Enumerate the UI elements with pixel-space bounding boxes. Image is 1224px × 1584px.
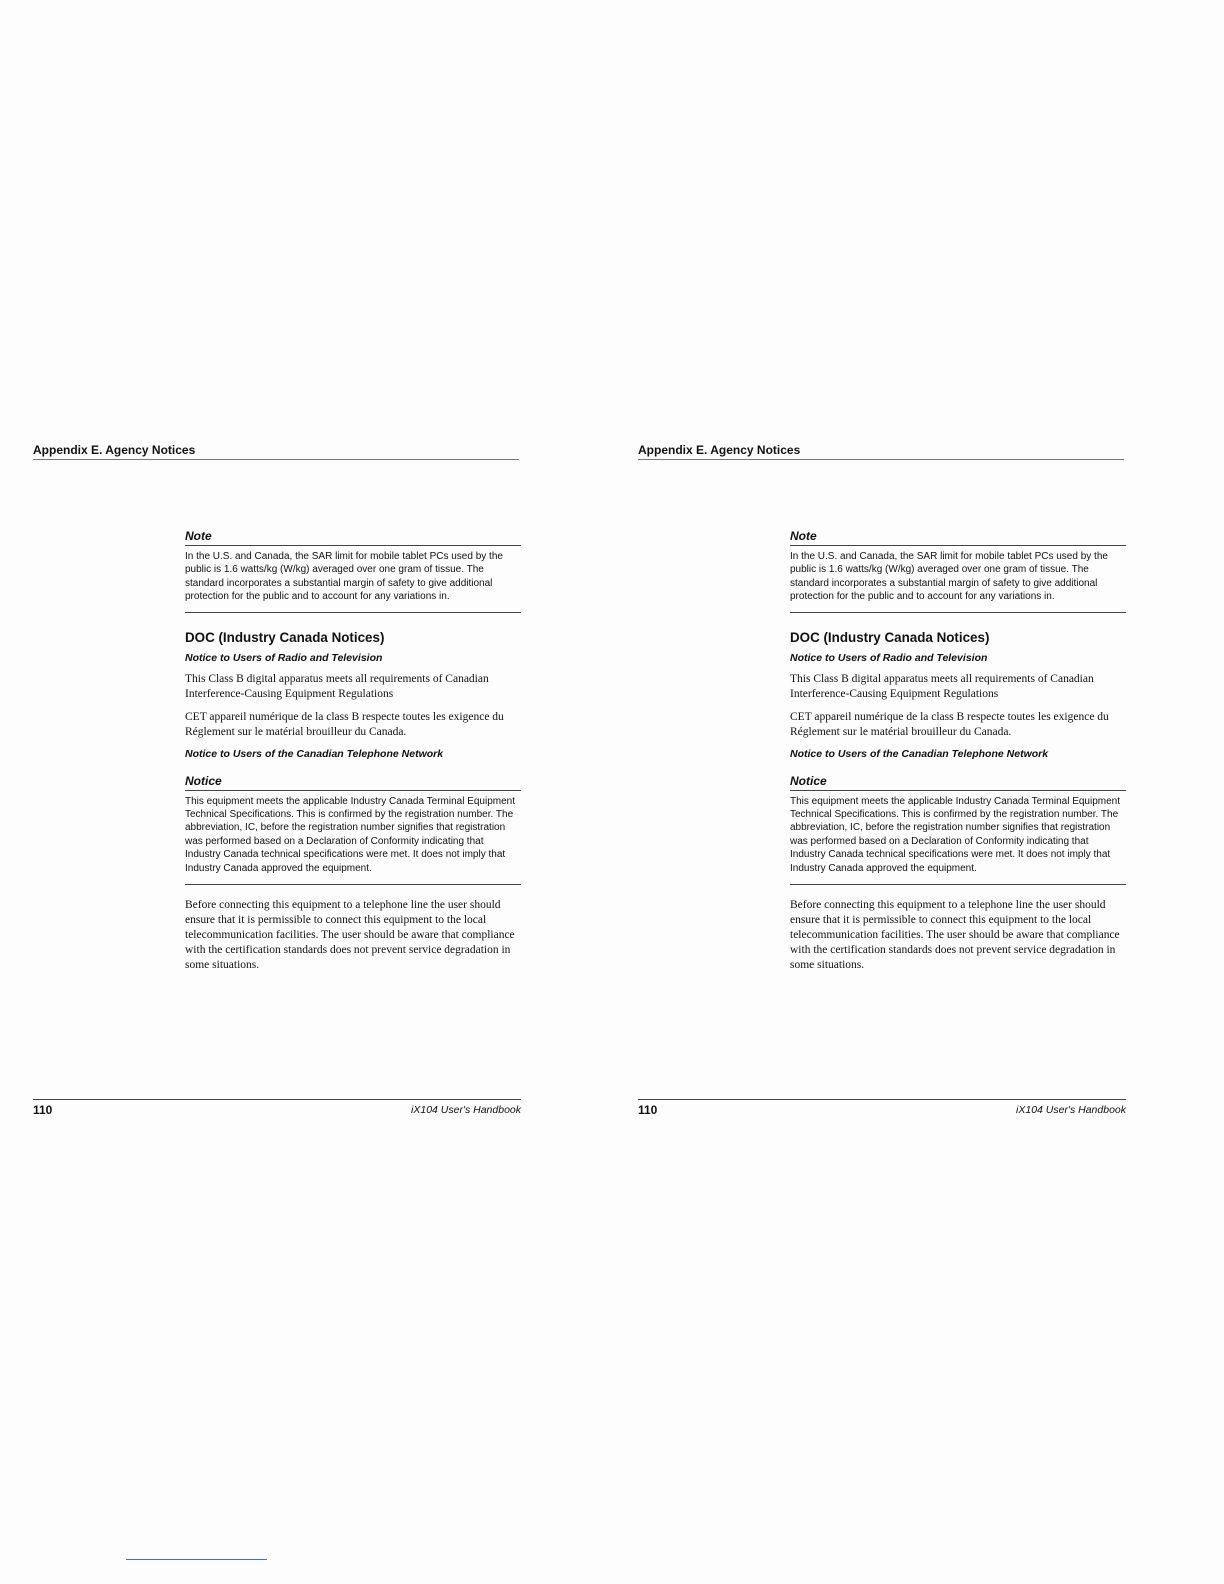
notice-box — [790, 774, 1126, 885]
subheading-telephone-network: Notice to Users of the Canadian Telephone Network — [185, 747, 444, 760]
page-content — [185, 529, 521, 981]
book-title: iX104 User's Handbook — [1016, 1104, 1126, 1116]
book-title: iX104 User's Handbook — [411, 1104, 521, 1116]
running-header: Appendix E. Agency Notices — [638, 443, 801, 457]
document-page-right — [605, 0, 1217, 1584]
notice-body: This equipment meets the applicable Industry Canada Terminal Equipment Technical Specifications. This is confirmed by the registration number. The abbreviation, IC, before the registration number signifies that registration was performed based on a Declaration of Conformity indicating that Industry Canada technical specifications were met. It does not imply that Industry Canada approved the equipment. — [790, 791, 1126, 885]
paragraph-class-b-french: CET appareil numérique de la class B respecte toutes les exigence du Réglement sur le matérial brouilleur du Canada. — [185, 710, 504, 738]
page-number: 110 — [638, 1103, 658, 1117]
note-body: In the U.S. and Canada, the SAR limit for mobile tablet PCs used by the public is 1.6 watts/kg (W/kg) averaged over one gram of tissue. The standard incorporates a substantial margin of safety to give additional protection for the public and to account for any variations in. — [790, 546, 1126, 613]
subheading-telephone-network: Notice to Users of the Canadian Telephone Network — [790, 747, 1049, 760]
notice-body: This equipment meets the applicable Industry Canada Terminal Equipment Technical Specifications. This is confirmed by the registration number. The abbreviation, IC, before the registration number signifies that registration was performed based on a Declaration of Conformity indicating that Industry Canada technical specifications were met. It does not imply that Industry Canada approved the equipment. — [185, 791, 521, 885]
notice-title: Notice — [185, 774, 521, 791]
section-heading: DOC (Industry Canada Notices) — [790, 629, 990, 645]
note-title: Note — [185, 529, 521, 546]
decorative-blue-line — [126, 1559, 267, 1560]
footer-rule — [33, 1099, 521, 1100]
paragraph-class-b-english: This Class B digital apparatus meets all requirements of Canadian Interference-Causing Equipment Regulations — [185, 672, 489, 700]
note-title: Note — [790, 529, 1126, 546]
note-box — [185, 529, 521, 613]
paragraph-class-b-french: CET appareil numérique de la class B respecte toutes les exigence du Réglement sur le matérial brouilleur du Canada. — [790, 710, 1109, 738]
page-number: 110 — [33, 1103, 53, 1117]
header-rule — [33, 459, 519, 460]
page-content — [790, 529, 1126, 981]
notice-box — [185, 774, 521, 885]
note-box — [790, 529, 1126, 613]
paragraph-class-b-english: This Class B digital apparatus meets all requirements of Canadian Interference-Causing Equipment Regulations — [790, 672, 1094, 700]
footer-rule — [638, 1099, 1126, 1100]
note-body: In the U.S. and Canada, the SAR limit for mobile tablet PCs used by the public is 1.6 watts/kg (W/kg) averaged over one gram of tissue. The standard incorporates a substantial margin of safety to give additional protection for the public and to account for any variations in. — [185, 546, 521, 613]
running-header: Appendix E. Agency Notices — [33, 443, 196, 457]
subheading-radio-television: Notice to Users of Radio and Television — [790, 651, 988, 664]
header-rule — [638, 459, 1124, 460]
paragraph-before-connecting: Before connecting this equipment to a telephone line the user should ensure that it is permissible to connect this equipment to the local telecommunication facilities. The user should be aware that compliance with the certification standards does not prevent service degradation in some situations. — [790, 899, 1120, 972]
paragraph-before-connecting: Before connecting this equipment to a telephone line the user should ensure that it is permissible to connect this equipment to the local telecommunication facilities. The user should be aware that compliance with the certification standards does not prevent service degradation in some situations. — [185, 899, 515, 972]
notice-title: Notice — [790, 774, 1126, 791]
subheading-radio-television: Notice to Users of Radio and Television — [185, 651, 383, 664]
section-heading: DOC (Industry Canada Notices) — [185, 629, 385, 645]
